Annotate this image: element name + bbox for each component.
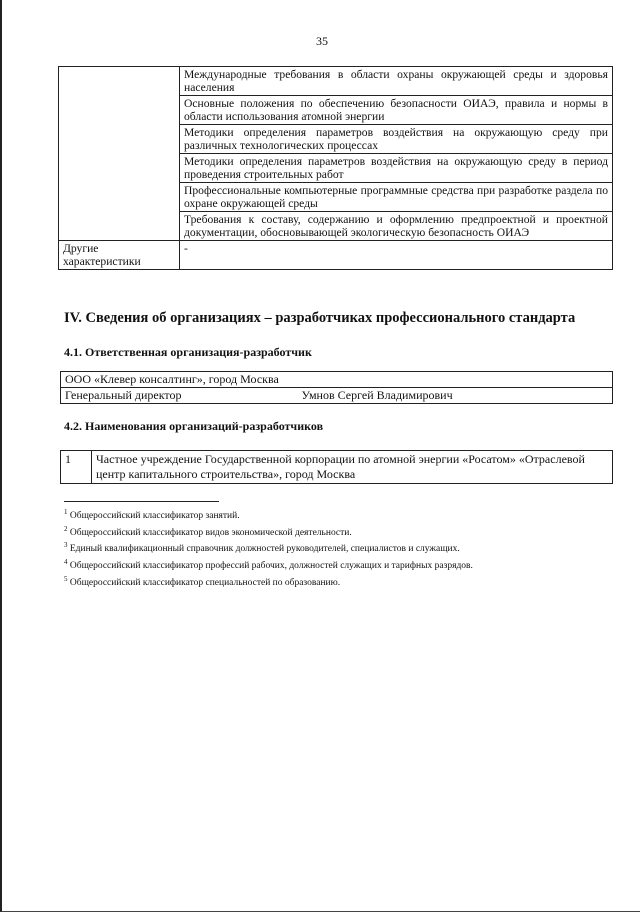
row-label-cell	[59, 67, 180, 241]
footnote	[64, 523, 473, 540]
footnote	[64, 506, 473, 523]
org-number: 1	[61, 451, 92, 484]
footnote-text: Общероссийский классификатор специальностей по образованию.	[69, 577, 341, 588]
table-row	[61, 451, 613, 484]
footnote-mark: 4	[64, 557, 68, 566]
footnote	[64, 556, 473, 573]
page-number: 35	[316, 34, 328, 48]
requirement-cell: Профессиональные компьютерные программные средства при разработке раздела по охране окружающей среды	[180, 183, 613, 212]
table-row	[61, 388, 613, 404]
requirement-cell: Методики определения параметров воздействия на окружающую среду при различных технологических процессах	[180, 125, 613, 154]
signatory-cell	[61, 388, 613, 404]
footnote-text: Общероссийский классификатор занятий.	[69, 511, 240, 522]
footnote-mark: 5	[64, 574, 68, 583]
org-name: Частное учреждение Государственной корпорации по атомной энергии «Росатом» «Отраслевой центр капитального строительства», город Москва	[92, 451, 613, 484]
responsible-org-heading: 4.1. Ответственная организация-разработчик	[64, 345, 312, 359]
footnotes	[64, 506, 473, 589]
developer-orgs-table	[60, 450, 613, 484]
developer-orgs-heading: 4.2. Наименования организаций-разработчиков	[64, 419, 324, 433]
position: Генеральный директор	[65, 388, 182, 402]
table-row	[61, 372, 613, 388]
footnote-mark: 1	[64, 508, 68, 516]
requirement-cell: Международные требования в области охраны окружающей среды и здоровья населения	[180, 67, 613, 96]
footnote-mark: 3	[64, 541, 68, 550]
table-row	[59, 241, 613, 270]
requirements-table	[58, 66, 613, 270]
footnote-mark: 2	[64, 524, 68, 533]
responsible-org-table	[60, 371, 613, 404]
requirement-cell: Методики определения параметров воздействия на окружающую среду в период проведения строительных работ	[180, 154, 613, 183]
requirement-cell: Требования к составу, содержанию и оформлению предпроектной и проектной документации, обосновывающей экологическую безопасность ОИАЭ	[180, 212, 613, 241]
requirement-cell: Основные положения по обеспечению безопасности ОИАЭ, правила и нормы в области использования атомной энергии	[180, 96, 613, 125]
other-characteristics-label: Другие характеристики	[59, 241, 180, 270]
footnote-text: Единый квалификационный справочник должностей руководителей, специалистов и служащих.	[69, 544, 460, 555]
footnote-text: Общероссийский классификатор видов экономической деятельности.	[69, 527, 352, 538]
person-name: Умнов Сергей Владимирович	[301, 388, 453, 402]
footnote	[64, 539, 473, 556]
section-title: IV. Сведения об организациях – разработчиках профессионального стандарта	[64, 310, 576, 326]
footnote	[64, 573, 473, 590]
org-name: ООО «Клевер консалтинг», город Москва	[61, 372, 613, 388]
footnote-text: Общероссийский классификатор профессий рабочих, должностей служащих и тарифных разрядов.	[69, 561, 473, 572]
footnote-divider	[64, 501, 219, 502]
table-row	[59, 67, 613, 96]
other-characteristics-value: -	[180, 241, 613, 270]
